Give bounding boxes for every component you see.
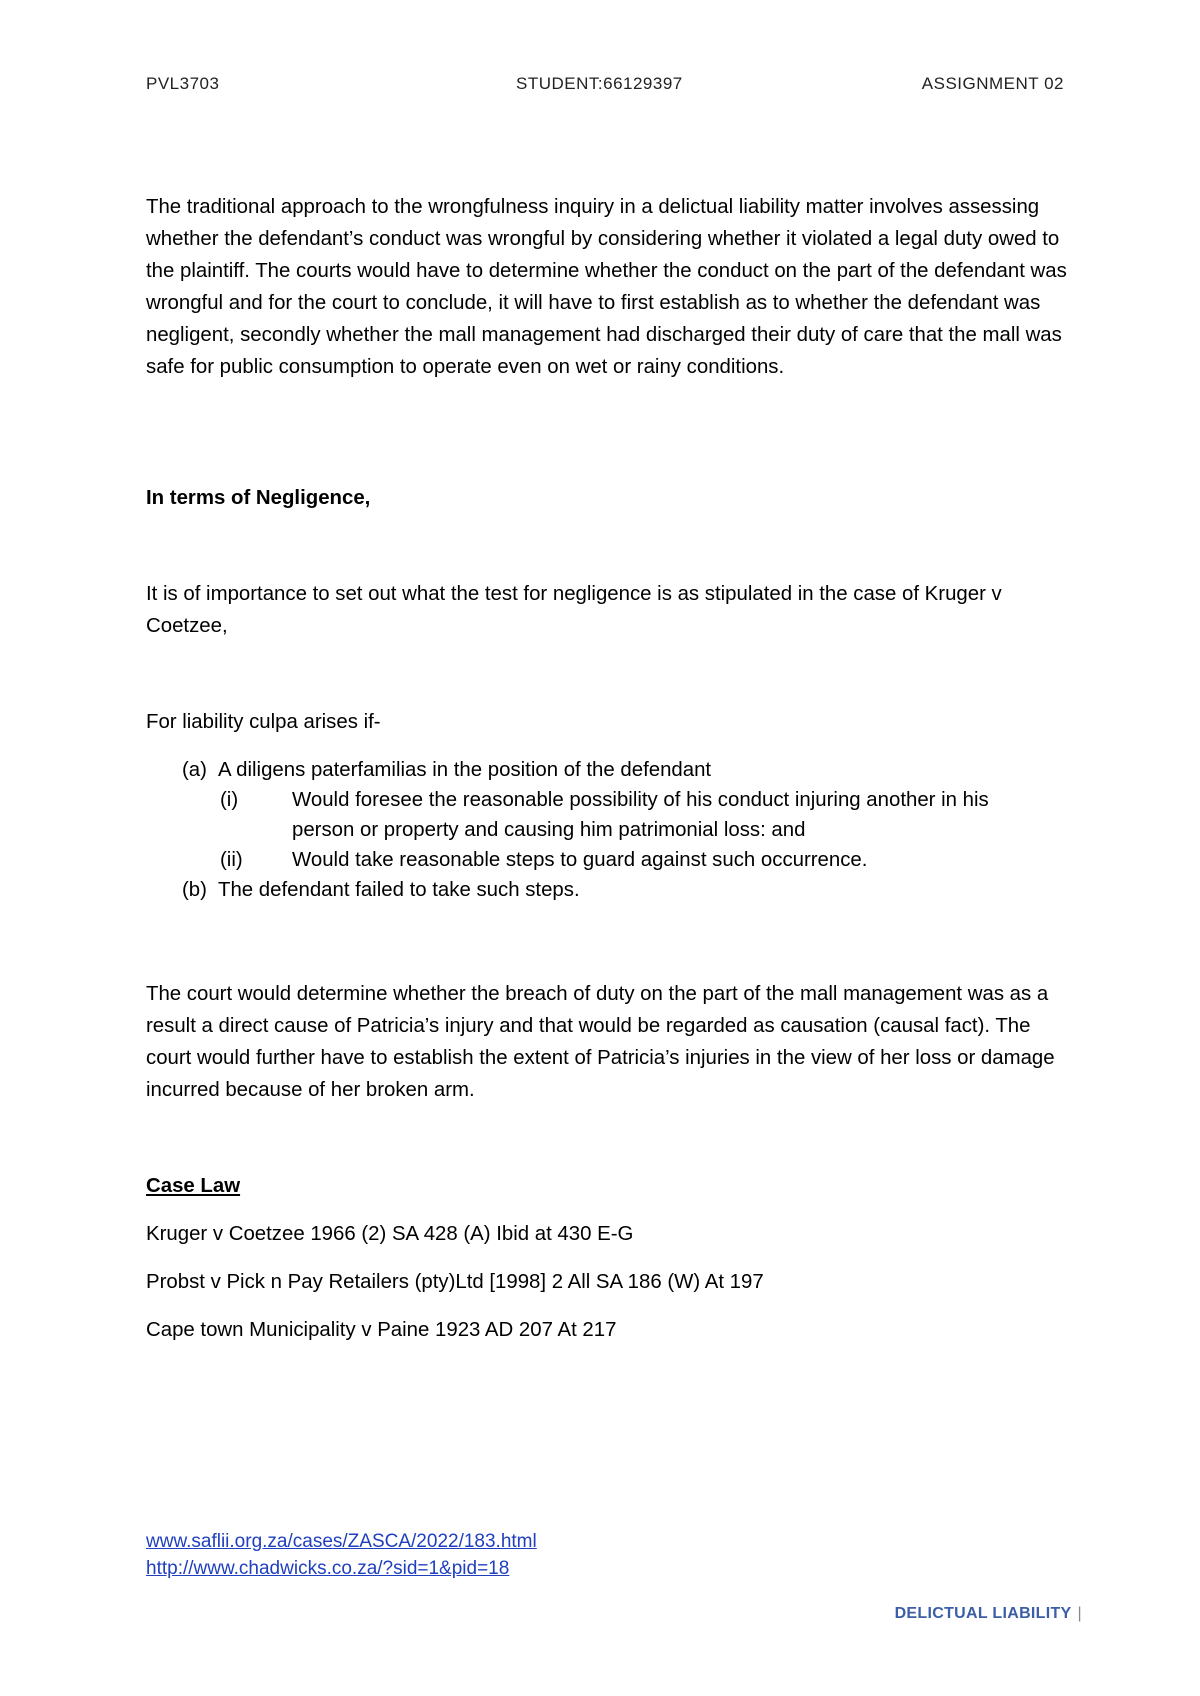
list-label: (i) bbox=[220, 789, 239, 811]
liability-intro: For liability culpa arises if- bbox=[146, 711, 381, 733]
footer-label: DELICTUAL LIABILITY bbox=[894, 1605, 1072, 1622]
list-text: The defendant failed to take such steps. bbox=[218, 879, 580, 901]
negligence-heading: In terms of Negligence, bbox=[146, 487, 371, 509]
chadwicks-link[interactable]: http://www.chadwicks.co.za/?sid=1&pid=18 bbox=[146, 1558, 510, 1579]
page-footer bbox=[895, 1605, 1082, 1623]
saflii-link[interactable]: www.saflii.org.za/cases/ZASCA/2022/183.html bbox=[146, 1531, 537, 1552]
course-code: PVL3703 bbox=[146, 74, 220, 93]
page-header bbox=[146, 74, 1064, 98]
case-citation: Cape town Municipality v Paine 1923 AD 207 At 217 bbox=[146, 1319, 617, 1341]
assignment-label: ASSIGNMENT 02 bbox=[921, 74, 1064, 93]
list-label: (a) bbox=[182, 759, 207, 781]
list-text: person or property and causing him patrimonial loss: and bbox=[292, 819, 806, 841]
list-text: Would take reasonable steps to guard against such occurrence. bbox=[292, 849, 868, 871]
list-label: (ii) bbox=[220, 849, 243, 871]
intro-paragraph: The traditional approach to the wrongfulness inquiry in a delictual liability matter involves assessing whether the defendant’s conduct was wrongful by considering whether it violated a legal duty owed to the plaintiff. The courts would have to determine whether the conduct on the part of the defendant was wrongful and for the court to conclude, it will have to first establish as to whether the defendant was negligent, secondly whether the mall management had discharged their duty of care that the mall was safe for public consumption to operate even on wet or rainy conditions. bbox=[146, 196, 1067, 378]
case-law-heading: Case Law bbox=[146, 1175, 241, 1197]
case-citation: Probst v Pick n Pay Retailers (pty)Ltd [1998] 2 All SA 186 (W) At 197 bbox=[146, 1271, 764, 1293]
list-text: Would foresee the reasonable possibility of his conduct injuring another in his bbox=[292, 789, 989, 811]
student-number: STUDENT:66129397 bbox=[516, 74, 683, 93]
list-text: A diligens paterfamilias in the position of the defendant bbox=[218, 759, 712, 781]
causation-paragraph: The court would determine whether the breach of duty on the part of the mall management was as a result a direct cause of Patricia’s injury and that would be regarded as causation (causal fact). The court would further have to establish the extent of Patricia’s injuries in the view of her loss or damage incurred because of her broken arm. bbox=[146, 983, 1055, 1101]
reference-links bbox=[146, 1528, 537, 1582]
test-paragraph: It is of importance to set out what the test for negligence is as stipulated in the case of Kruger v Coetzee, bbox=[146, 583, 1002, 637]
footer-separator: | bbox=[1077, 1605, 1082, 1622]
case-citation: Kruger v Coetzee 1966 (2) SA 428 (A) Ibid at 430 E-G bbox=[146, 1223, 634, 1245]
list-label: (b) bbox=[182, 879, 207, 901]
